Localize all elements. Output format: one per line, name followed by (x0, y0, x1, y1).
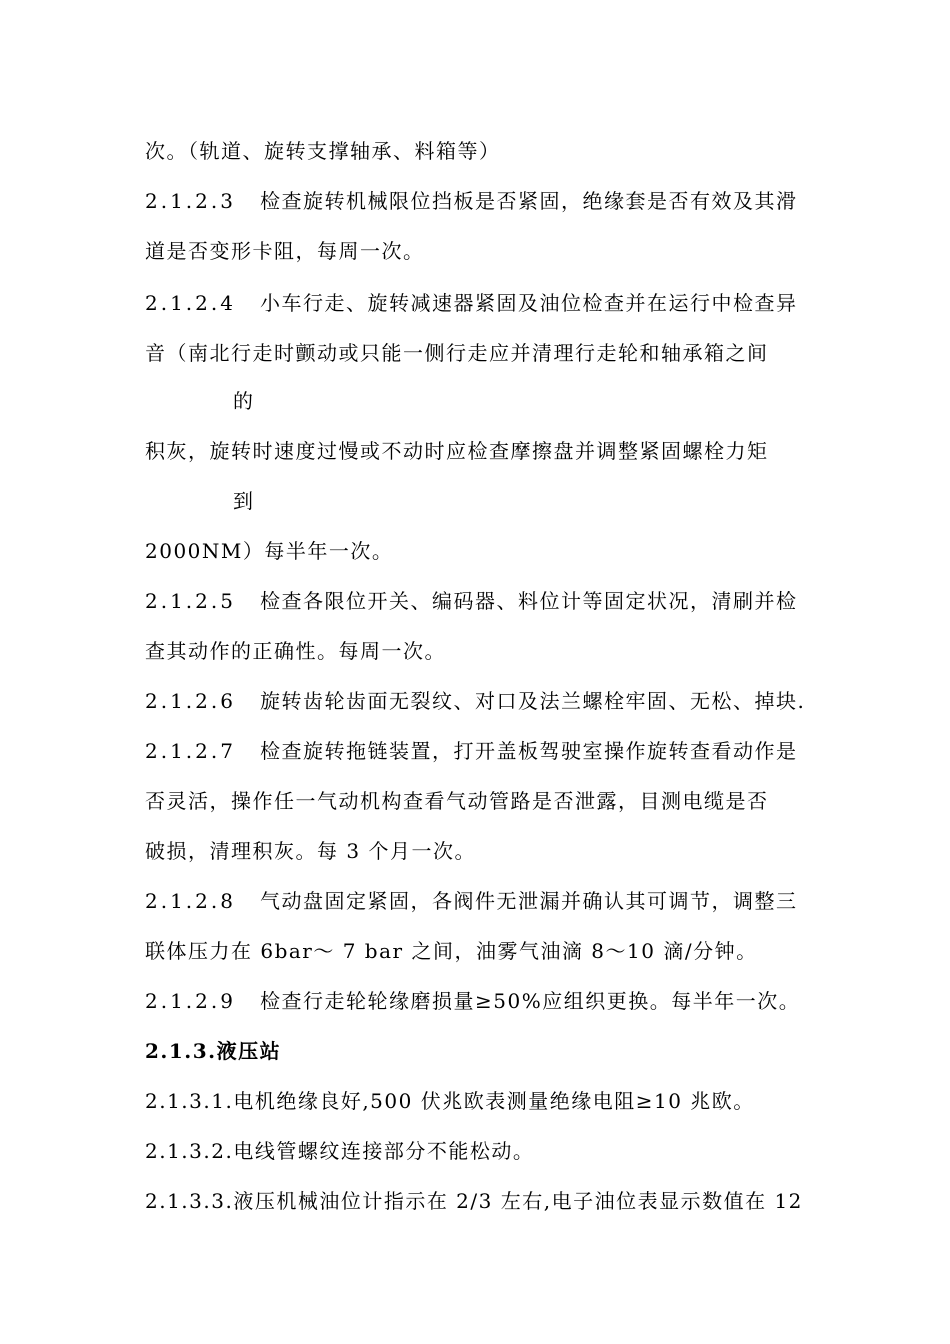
clause-text: 检查旋转拖链装置，打开盖板驾驶室操作旋转查看动作是 (259, 739, 798, 763)
clause-2-1-2-3 (145, 188, 797, 214)
heading-text: 2.1.3.液压站 (145, 1039, 282, 1063)
section-heading (145, 1038, 281, 1064)
line-text: 2000NM）每半年一次。 (145, 539, 394, 563)
line-text: 次。（轨道、旋转支撑轴承、料箱等） (145, 139, 501, 163)
clause-2-1-2-8 (145, 888, 797, 914)
clause-number: 2.1.2.8 (145, 889, 236, 913)
line-text: 破损，清理积灰。每 3 个月一次。 (145, 839, 476, 863)
clause-text: 检查各限位开关、编码器、料位计等固定状况，清刷并检 (259, 589, 798, 613)
line-text: 道是否变形卡阻，每周一次。 (145, 239, 425, 263)
clause-2-1-3-3 (145, 1188, 803, 1214)
clause-text: 检查旋转机械限位挡板是否紧固，绝缘套是否有效及其滑 (259, 189, 798, 213)
clause-text: 2.1.3.2.电线管螺纹连接部分不能松动。 (145, 1139, 535, 1163)
clause-2-1-2-5 (145, 588, 797, 614)
clause-number: 2.1.2.6 (145, 689, 236, 713)
clause-2-1-2-7 (145, 738, 797, 764)
paragraph-line (145, 788, 769, 814)
paragraph-line (145, 340, 769, 366)
paragraph-line (233, 388, 255, 414)
clause-number: 2.1.2.5 (145, 589, 236, 613)
clause-text: 小车行走、旋转减速器紧固及油位检查并在运行中检查异 (259, 291, 798, 315)
clause-2-1-2-9 (145, 988, 800, 1014)
paragraph-line (145, 638, 446, 664)
clause-text: 检查行走轮轮缘磨损量≥50%应组织更换。每半年一次。 (259, 989, 801, 1013)
paragraph-line (145, 938, 758, 964)
line-text: 否灵活，操作任一气动机构查看气动管路是否泄露，目测电缆是否 (145, 789, 769, 813)
paragraph-line (145, 538, 393, 564)
line-text: 的 (233, 389, 255, 413)
clause-2-1-2-6 (145, 688, 805, 714)
clause-text: 气动盘固定紧固，各阀件无泄漏并确认其可调节，调整三 (259, 889, 798, 913)
line-text: 音（南北行走时颤动或只能一侧行走应并清理行走轮和轴承箱之间 (145, 341, 769, 365)
clause-text: 2.1.3.1.电机绝缘良好,500 伏兆欧表测量绝缘电阻≥10 兆欧。 (145, 1089, 755, 1113)
clause-text: 旋转齿轮齿面无裂纹、对口及法兰螺栓牢固、无松、掉块. (259, 689, 806, 713)
clause-number: 2.1.2.4 (145, 291, 236, 315)
paragraph-line (233, 488, 255, 514)
line-text: 查其动作的正确性。每周一次。 (145, 639, 446, 663)
line-text: 积灰，旋转时速度过慢或不动时应检查摩擦盘并调整紧固螺栓力矩 (145, 439, 769, 463)
clause-2-1-3-1 (145, 1088, 755, 1114)
paragraph-line (145, 238, 425, 264)
clause-number: 2.1.2.9 (145, 989, 236, 1013)
paragraph-line (145, 838, 476, 864)
clause-2-1-3-2 (145, 1138, 534, 1164)
clause-number: 2.1.2.3 (145, 189, 236, 213)
clause-number: 2.1.2.7 (145, 739, 236, 763)
clause-2-1-2-4 (145, 290, 797, 316)
clause-text: 2.1.3.3.液压机械油位计指示在 2/3 左右,电子油位表显示数值在 12 (145, 1189, 803, 1213)
line-text: 到 (233, 489, 255, 513)
paragraph-line (145, 438, 769, 464)
paragraph-line (145, 138, 501, 164)
line-text: 联体压力在 6bar～ 7 bar 之间，油雾气油滴 8～10 滴/分钟。 (145, 939, 758, 963)
